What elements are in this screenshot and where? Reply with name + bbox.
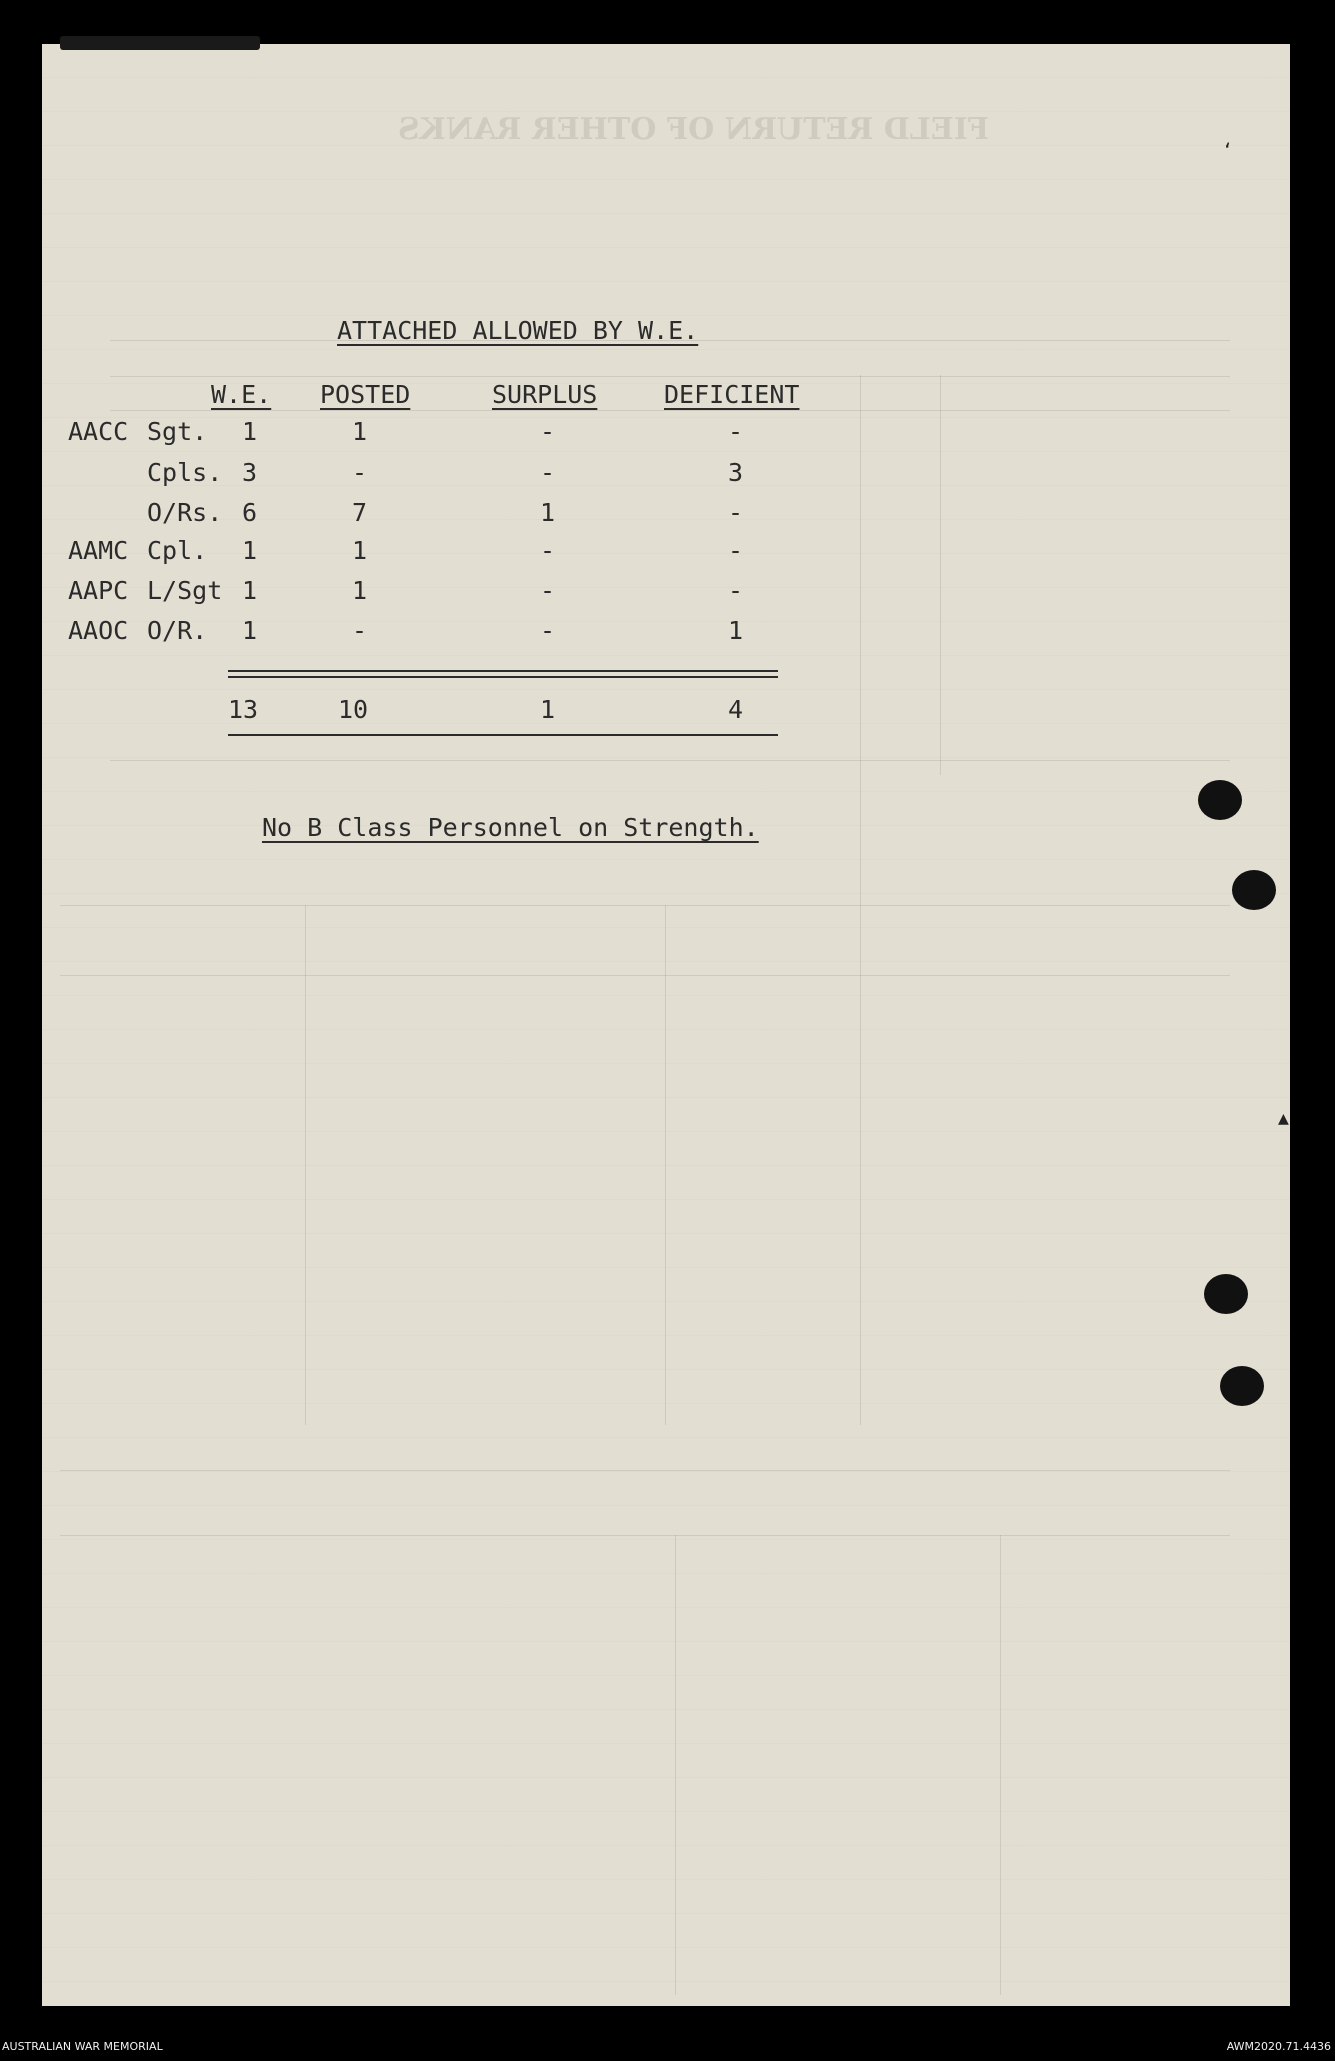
surplus-cell: - (540, 576, 556, 605)
surplus-cell: 1 (540, 498, 556, 527)
personnel-note: No B Class Personnel on Strength. (262, 813, 759, 842)
we-cell: 1 (242, 616, 258, 645)
corps-cell: AAOC (68, 616, 129, 645)
bleed-through-line (60, 1470, 1230, 1471)
posted-cell: 1 (352, 417, 368, 446)
total-surplus: 1 (540, 695, 556, 724)
bleed-through-line (1000, 1535, 1001, 1995)
column-header-surplus: SURPLUS (492, 380, 598, 409)
corps-cell: AAPC (68, 576, 129, 605)
bleed-through-line (665, 905, 666, 1425)
rank-cell: O/R. (147, 616, 208, 645)
we-cell: 6 (242, 498, 258, 527)
posted-cell: - (352, 458, 368, 487)
bleed-through-line (305, 905, 306, 1425)
punch-hole (1198, 780, 1242, 820)
bleed-through-line (675, 1535, 676, 1995)
total-posted: 10 (338, 695, 369, 724)
we-cell: 1 (242, 536, 258, 565)
total-rule-bottom (228, 734, 778, 736)
bleed-through-line (60, 1535, 1230, 1536)
column-header-deficient: DEFICIENT (664, 380, 800, 409)
rank-cell: Cpl. (147, 536, 208, 565)
posted-cell: 7 (352, 498, 368, 527)
column-header-posted: POSTED (320, 380, 411, 409)
total-we: 13 (228, 695, 259, 724)
corps-cell: AACC (68, 417, 129, 446)
surplus-cell: - (540, 417, 556, 446)
edge-mark: ‘ (1222, 140, 1233, 161)
bleed-through-line (110, 760, 1230, 761)
posted-cell: 1 (352, 536, 368, 565)
bleed-through-line (860, 375, 861, 1425)
surplus-cell: - (540, 616, 556, 645)
accession-number: AWM2020.71.4436 (1226, 2040, 1331, 2053)
rank-cell: Sgt. (147, 417, 208, 446)
bleed-through-title: FIELD RETURN OF OTHER RANKS (398, 112, 990, 147)
punch-hole (1220, 1366, 1264, 1406)
we-cell: 3 (242, 458, 258, 487)
bleed-through-line (940, 375, 941, 775)
deficient-cell: - (728, 536, 744, 565)
total-rule-top (228, 670, 778, 672)
rank-cell: L/Sgt (147, 576, 223, 605)
column-header-we: W.E. (211, 380, 272, 409)
page-title: ATTACHED ALLOWED BY W.E. (337, 316, 699, 345)
total-rule-top (228, 676, 778, 678)
bleed-through-line (60, 905, 1230, 906)
rank-cell: Cpls. (147, 458, 223, 487)
deficient-cell: 3 (728, 458, 744, 487)
deficient-cell: - (728, 498, 744, 527)
bleed-through-line (110, 376, 1230, 377)
deficient-cell: - (728, 417, 744, 446)
archive-credit: AUSTRALIAN WAR MEMORIAL (2, 2040, 163, 2053)
bleed-through-line (60, 975, 1230, 976)
rank-cell: O/Rs. (147, 498, 223, 527)
page-edge-strip (60, 36, 260, 50)
punch-hole (1232, 870, 1276, 910)
total-deficient: 4 (728, 695, 744, 724)
deficient-cell: - (728, 576, 744, 605)
we-cell: 1 (242, 576, 258, 605)
bleed-through-line (110, 410, 1230, 411)
surplus-cell: - (540, 458, 556, 487)
we-cell: 1 (242, 417, 258, 446)
surplus-cell: - (540, 536, 556, 565)
corps-cell: AAMC (68, 536, 129, 565)
edge-mark: ▲ (1278, 1108, 1289, 1129)
punch-hole (1204, 1274, 1248, 1314)
posted-cell: 1 (352, 576, 368, 605)
posted-cell: - (352, 616, 368, 645)
deficient-cell: 1 (728, 616, 744, 645)
